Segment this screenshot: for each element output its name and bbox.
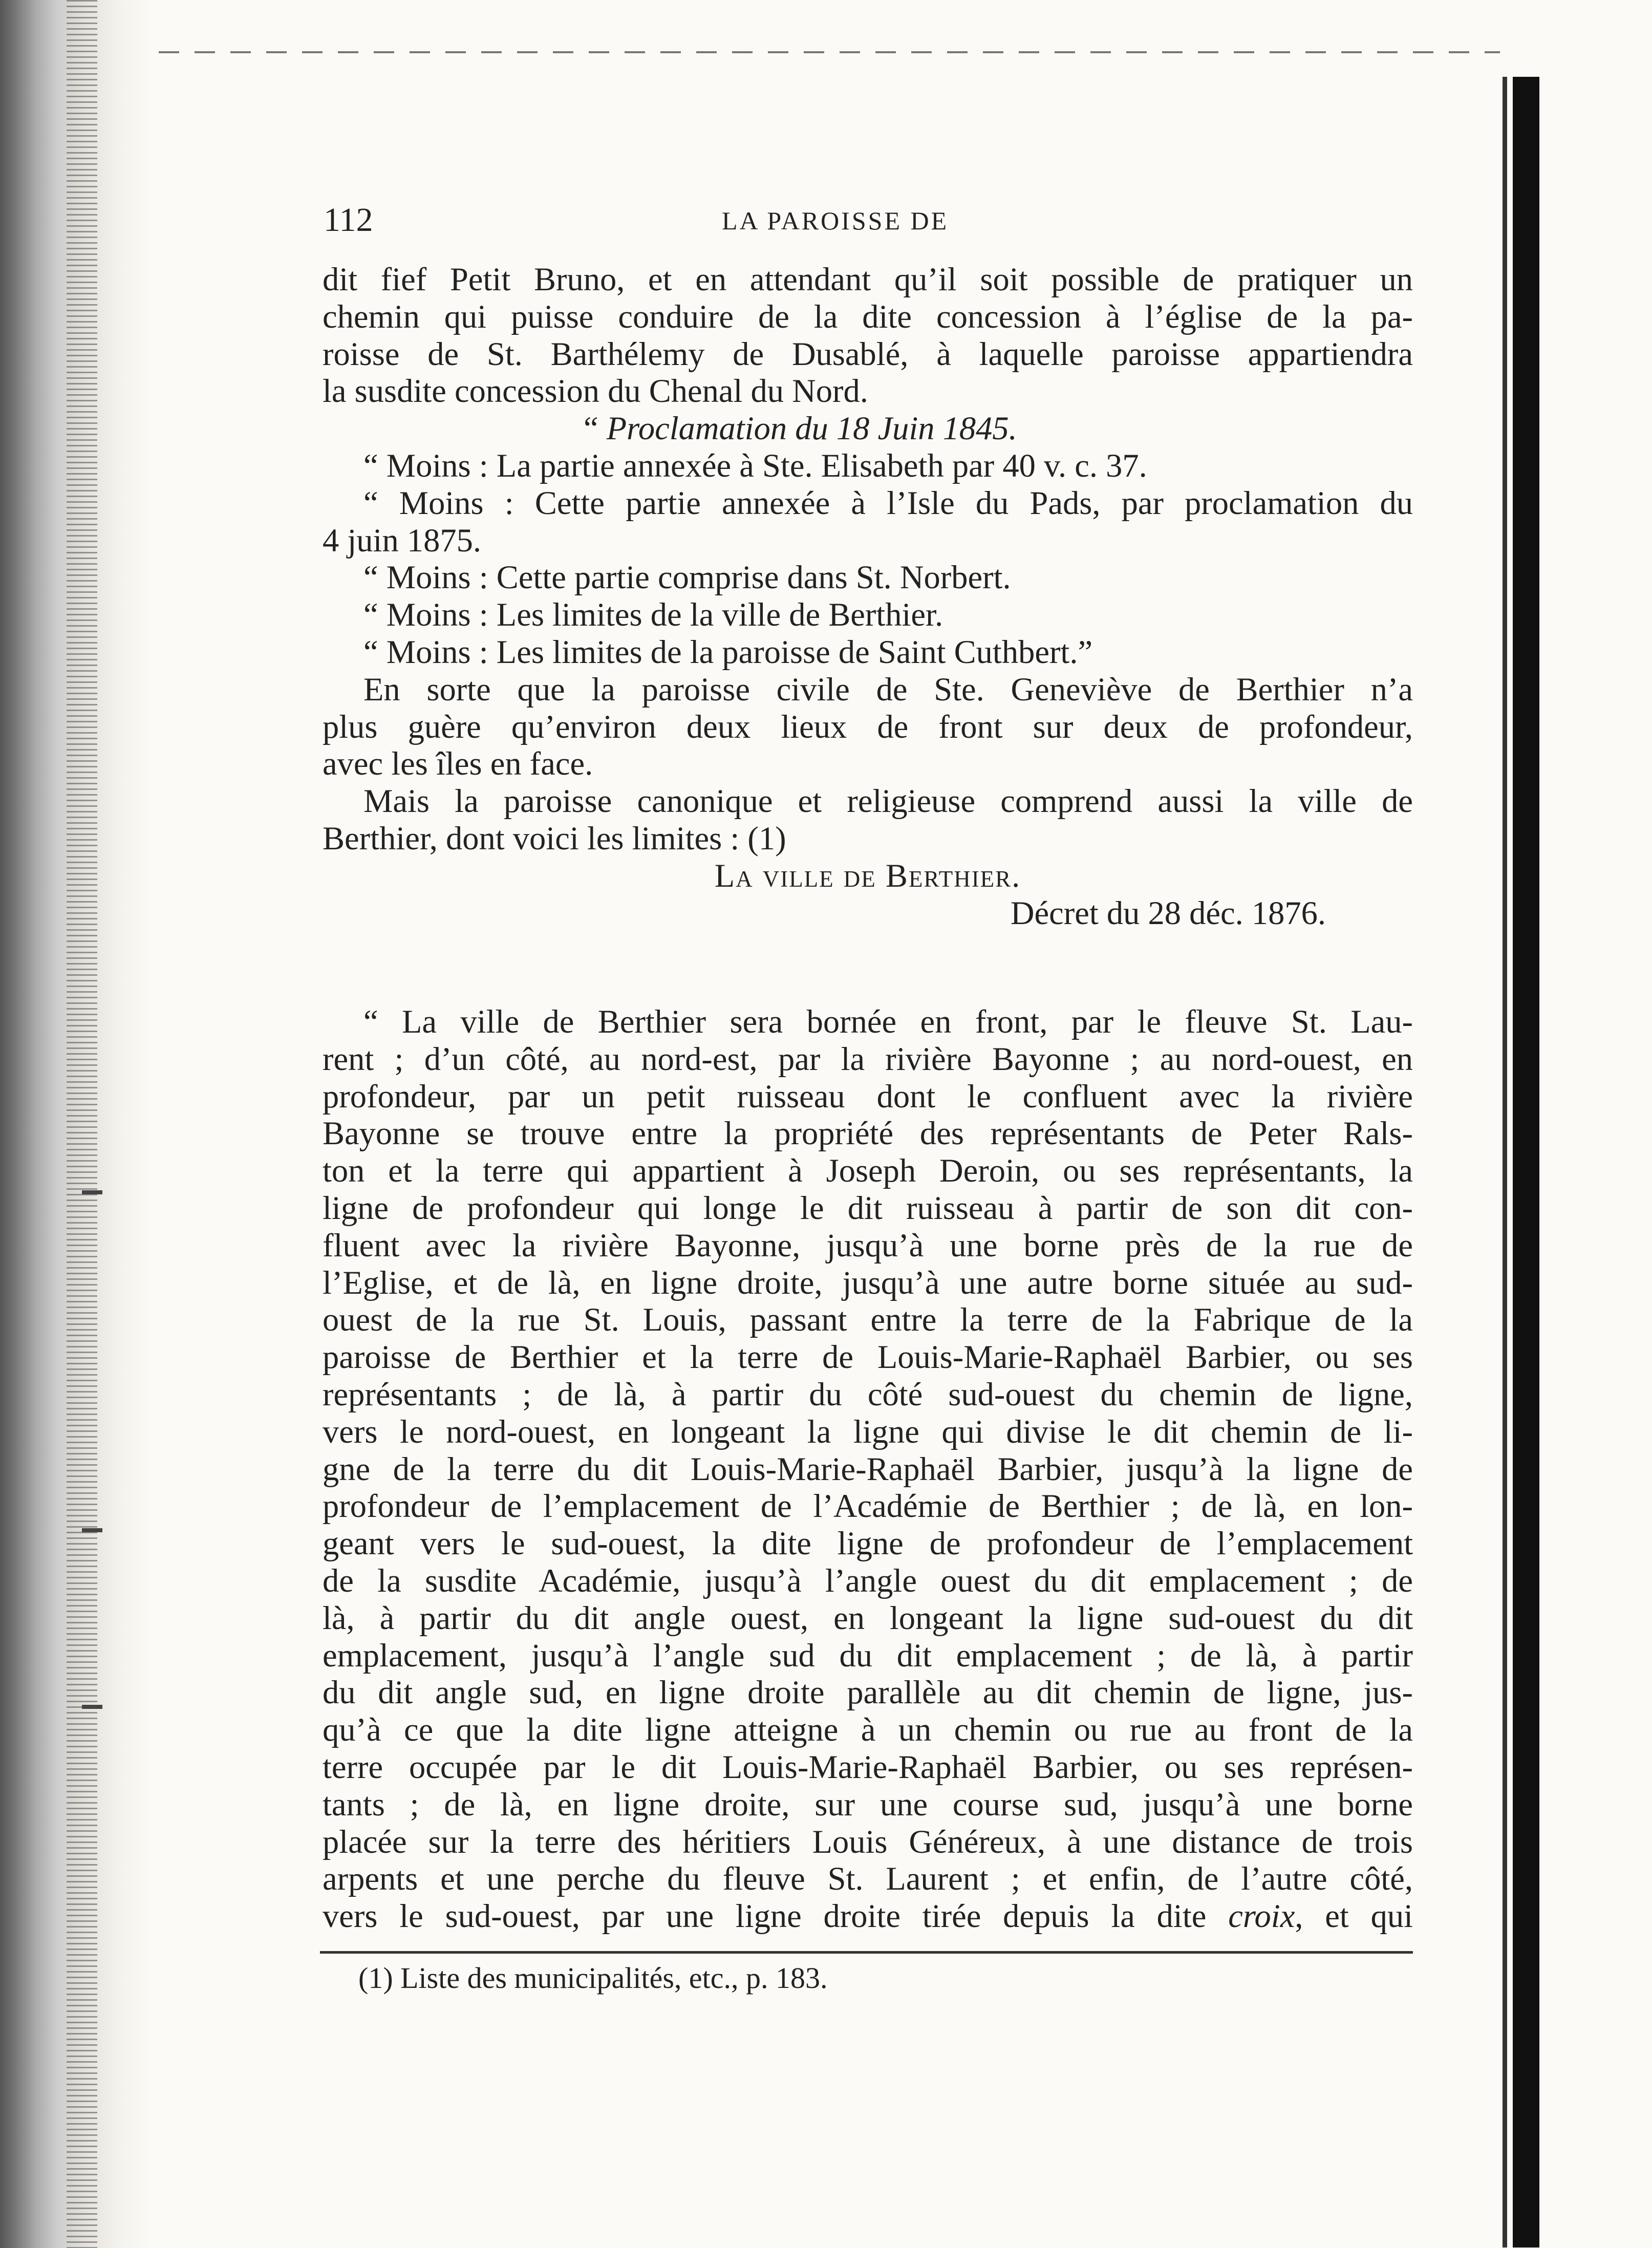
text-line: du dit angle sud, en ligne droite parallèle au dit chemin de ligne, jus- bbox=[323, 1674, 1413, 1711]
text-line: roisse de St. Barthélemy de Dusablé, à laquelle paroisse appartiendra bbox=[323, 335, 1413, 372]
scan-left-edge-shadow bbox=[0, 0, 154, 2248]
text-line: geant vers le sud-ouest, la dite ligne de profondeur de l’emplacement bbox=[323, 1525, 1413, 1562]
text-line: plus guère qu’environ deux lieux de front sur deux de profondeur, bbox=[323, 708, 1413, 745]
text-line: 4 juin 1875. bbox=[323, 522, 481, 559]
text-line: chemin qui puisse conduire de la dite concession à l’église de la pa- bbox=[323, 298, 1413, 335]
text-line: En sorte que la paroisse civile de Ste. Geneviève de Berthier n’a bbox=[363, 671, 1413, 708]
scan-margin-mark bbox=[82, 1705, 102, 1709]
text-line: ouest de la rue St. Louis, passant entre la terre de la Fabrique de la bbox=[323, 1301, 1413, 1338]
italic-word: croix bbox=[1228, 1898, 1295, 1935]
text-line: Berthier, dont voici les limites : (1) bbox=[323, 820, 786, 857]
text-line: Bayonne se trouve entre la propriété des représentants de Peter Rals- bbox=[323, 1115, 1413, 1152]
scan-right-border-thin bbox=[1503, 77, 1507, 2247]
text-line: vers le nord-ouest, en longeant la ligne qui divise le dit chemin de li- bbox=[323, 1413, 1413, 1450]
text-line: emplacement, jusqu’à l’angle sud du dit emplacement ; de là, à partir bbox=[323, 1637, 1413, 1674]
text-line: tants ; de là, en ligne droite, sur une course sud, jusqu’à une borne bbox=[323, 1786, 1413, 1823]
scan-margin-mark bbox=[82, 1528, 102, 1532]
text-line bbox=[323, 1898, 1413, 1935]
text-line: ton et la terre qui appartient à Joseph Deroin, ou ses représentants, la bbox=[323, 1152, 1413, 1189]
text-line: paroisse de Berthier et la terre de Louis-Marie-Raphaël Barbier, ou ses bbox=[323, 1339, 1413, 1376]
text-line: rent ; d’un côté, au nord-est, par la rivière Bayonne ; au nord-ouest, en bbox=[323, 1040, 1413, 1077]
text-line: Mais la paroisse canonique et religieuse comprend aussi la ville de bbox=[363, 783, 1413, 820]
text-line: “ Moins : Les limites de la ville de Berthier. bbox=[363, 596, 943, 633]
text-segment: vers le sud-ouest, par une ligne droite tirée depuis la dite bbox=[323, 1898, 1229, 1935]
text-line: terre occupée par le dit Louis-Marie-Raphaël Barbier, ou ses représen- bbox=[323, 1748, 1413, 1785]
text-line: l’Eglise, et de là, en ligne droite, jusqu’à une autre borne située au sud- bbox=[323, 1264, 1413, 1301]
decree-line: Décret du 28 déc. 1876. bbox=[1010, 894, 1326, 931]
text-line: fluent avec la rivière Bayonne, jusqu’à une borne près de la rue de bbox=[323, 1227, 1413, 1264]
text-line: “ Moins : Cette partie annexée à l’Isle du Pads, par proclamation du bbox=[363, 484, 1413, 521]
scan-top-noise bbox=[159, 51, 1500, 53]
text-line: ligne de profondeur qui longe le dit ruisseau à partir de son dit con- bbox=[323, 1189, 1413, 1226]
text-line: “ La ville de Berthier sera bornée en front, par le fleuve St. Lau- bbox=[363, 1003, 1413, 1040]
text-line: qu’à ce que la dite ligne atteigne à un chemin ou rue au front de la bbox=[323, 1711, 1413, 1748]
text-line: profondeur de l’emplacement de l’Académie de Berthier ; de là, en lon- bbox=[323, 1488, 1413, 1525]
page-header bbox=[0, 201, 1652, 242]
text-line: placée sur la terre des héritiers Louis Généreux, à une distance de trois bbox=[323, 1823, 1413, 1860]
proclamation-text: Proclamation du 18 Juin 1845. bbox=[606, 410, 1017, 447]
footnote: (1) Liste des municipalités, etc., p. 183. bbox=[358, 1961, 828, 1995]
section-title: La ville de Berthier. bbox=[714, 857, 1021, 894]
body-text bbox=[323, 261, 1413, 932]
text-line: dit fief Petit Bruno, et en attendant qu’il soit possible de pratiquer un bbox=[323, 261, 1413, 297]
text-line: “ Moins : La partie annexée à Ste. Elisabeth par 40 v. c. 37. bbox=[363, 447, 1147, 484]
text-line: gne de la terre du dit Louis-Marie-Raphaël Barbier, jusqu’à la ligne de bbox=[323, 1450, 1413, 1487]
text-line: arpents et une perche du fleuve St. Laurent ; et enfin, de l’autre côté, bbox=[323, 1860, 1413, 1897]
text-line: profondeur, par un petit ruisseau dont le confluent avec la rivière bbox=[323, 1078, 1413, 1115]
proclamation-heading bbox=[323, 410, 1413, 447]
proclamation-quote: “ bbox=[584, 410, 607, 447]
text-segment: , et qui bbox=[1295, 1898, 1413, 1935]
scan-margin-mark bbox=[82, 1190, 102, 1194]
running-head: LA PAROISSE DE bbox=[722, 206, 949, 235]
text-line: de la susdite Académie, jusqu’à l’angle ouest du dit emplacement ; de bbox=[323, 1562, 1413, 1599]
footnote-divider bbox=[320, 1951, 1413, 1954]
text-line: représentants ; de là, à partir du côté sud-ouest du chemin de ligne, bbox=[323, 1376, 1413, 1412]
page-number: 112 bbox=[324, 201, 373, 239]
text-line: là, à partir du dit angle ouest, en longeant la ligne sud-ouest du dit bbox=[323, 1599, 1413, 1636]
text-line: la susdite concession du Chenal du Nord. bbox=[323, 373, 868, 410]
text-line: “ Moins : Les limites de la paroisse de Saint Cuthbert.” bbox=[363, 633, 1093, 670]
scan-right-border bbox=[1513, 77, 1539, 2247]
text-line: avec les îles en face. bbox=[323, 745, 593, 782]
decree-text bbox=[323, 1003, 1413, 1935]
text-line: “ Moins : Cette partie comprise dans St. Norbert. bbox=[363, 559, 1011, 596]
